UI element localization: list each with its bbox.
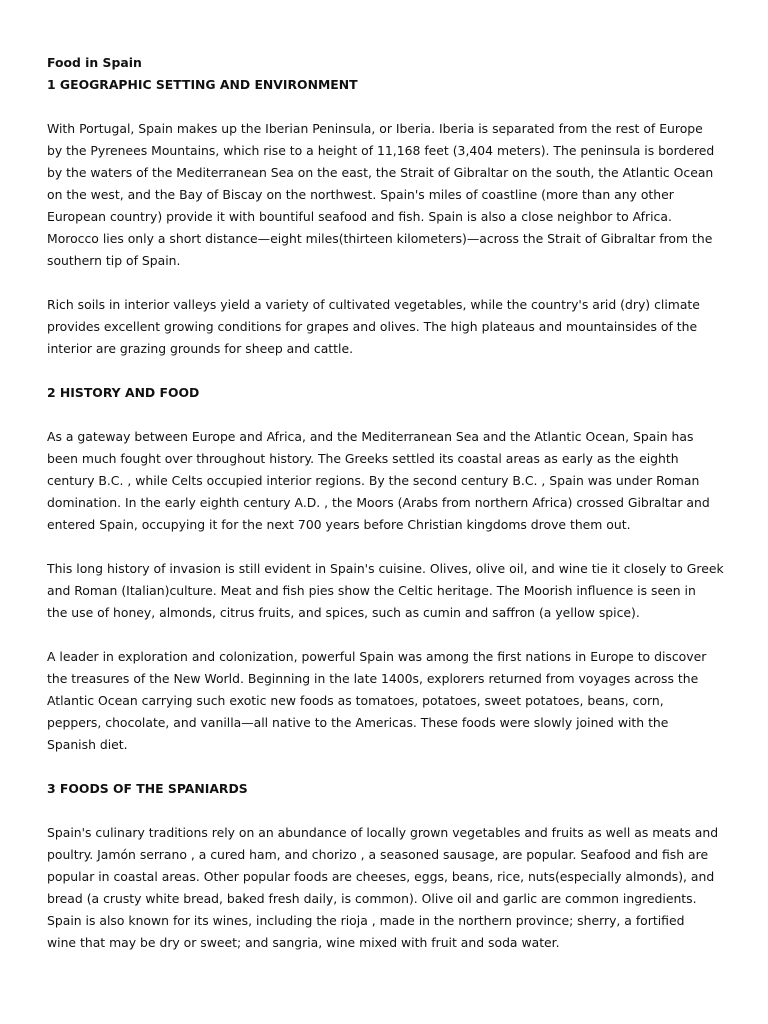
paragraph-history-3 — [47, 646, 727, 756]
section-heading-history: 2 HISTORY AND FOOD — [47, 385, 200, 400]
text-line: With Portugal, Spain makes up the Iberian Peninsula, or Iberia. Iberia is separated from the rest of Europe — [47, 121, 703, 136]
text-line: on the west, and the Bay of Biscay on the northwest. Spain's miles of coastline (more than any other — [47, 187, 674, 202]
paragraph-foods-1 — [47, 822, 727, 954]
text-line: Rich soils in interior valleys yield a variety of cultivated vegetables, while the country's arid (dry) climate — [47, 297, 700, 312]
text-line: the treasures of the New World. Beginning in the late 1400s, explorers returned from voyages across the — [47, 671, 699, 686]
text-line: Spanish diet. — [47, 737, 128, 752]
text-line: century B.C. , while Celts occupied interior regions. By the second century B.C. , Spain was under Roman — [47, 473, 700, 488]
paragraph-geography-1 — [47, 118, 727, 272]
paragraph-history-1 — [47, 426, 727, 536]
text-line: entered Spain, occupying it for the next 700 years before Christian kingdoms drove them out. — [47, 517, 631, 532]
text-line: Atlantic Ocean carrying such exotic new foods as tomatoes, potatoes, sweet potatoes, beans, corn, — [47, 693, 664, 708]
text-line: Spain is also known for its wines, including the rioja , made in the northern province; sherry, a fortified — [47, 913, 685, 928]
text-line: popular in coastal areas. Other popular foods are cheeses, eggs, beans, rice, nuts(especially almonds), and — [47, 869, 715, 884]
spacer — [47, 96, 727, 118]
text-line: Morocco lies only a short distance—eight miles(thirteen kilometers)—across the Strait of Gibraltar from the — [47, 231, 713, 246]
text-line: the use of honey, almonds, citrus fruits, and spices, such as cumin and saffron (a yellow spice). — [47, 605, 640, 620]
document-page — [47, 52, 727, 954]
text-line: by the waters of the Mediterranean Sea on the east, the Strait of Gibraltar on the south, the Atlantic Ocean — [47, 165, 714, 180]
text-line: A leader in exploration and colonization, powerful Spain was among the first nations in Europe to discover — [47, 649, 707, 664]
text-line: European country) provide it with bountiful seafood and fish. Spain is also a close neighbor to Africa. — [47, 209, 672, 224]
text-line: Spain's culinary traditions rely on an abundance of locally grown vegetables and fruits as well as meats and — [47, 825, 719, 840]
text-line: and Roman (Italian)culture. Meat and fish pies show the Celtic heritage. The Moorish influence is seen in — [47, 583, 696, 598]
text-line: domination. In the early eighth century A.D. , the Moors (Arabs from northern Africa) crossed Gibraltar and — [47, 495, 710, 510]
text-line: by the Pyrenees Mountains, which rise to a height of 11,168 feet (3,404 meters). The peninsula is bordered — [47, 143, 715, 158]
text-line: interior are grazing grounds for sheep and cattle. — [47, 341, 354, 356]
document-title: Food in Spain — [47, 55, 142, 70]
text-line: southern tip of Spain. — [47, 253, 181, 268]
text-line: poultry. Jamón serrano , a cured ham, and chorizo , a seasoned sausage, are popular. Seafood and fish are — [47, 847, 709, 862]
section-heading-foods: 3 FOODS OF THE SPANIARDS — [47, 781, 248, 796]
spacer — [47, 272, 727, 294]
text-line: wine that may be dry or sweet; and sangria, wine mixed with fruit and soda water. — [47, 935, 560, 950]
spacer — [47, 536, 727, 558]
spacer — [47, 756, 727, 778]
spacer — [47, 404, 727, 426]
spacer — [47, 800, 727, 822]
paragraph-geography-2 — [47, 294, 727, 360]
section-heading-geography: 1 GEOGRAPHIC SETTING AND ENVIRONMENT — [47, 77, 358, 92]
text-line: bread (a crusty white bread, baked fresh daily, is common). Olive oil and garlic are common ingredients. — [47, 891, 697, 906]
spacer — [47, 624, 727, 646]
text-line: been much fought over throughout history. The Greeks settled its coastal areas as early as the eighth — [47, 451, 679, 466]
text-line: peppers, chocolate, and vanilla—all native to the Americas. These foods were slowly joined with the — [47, 715, 669, 730]
paragraph-history-2 — [47, 558, 727, 624]
text-line: This long history of invasion is still evident in Spain's cuisine. Olives, olive oil, and wine tie it closely to Greek — [47, 561, 724, 576]
spacer — [47, 360, 727, 382]
text-line: provides excellent growing conditions for grapes and olives. The high plateaus and mountainsides of the — [47, 319, 698, 334]
text-line: As a gateway between Europe and Africa, and the Mediterranean Sea and the Atlantic Ocean, Spain has — [47, 429, 694, 444]
